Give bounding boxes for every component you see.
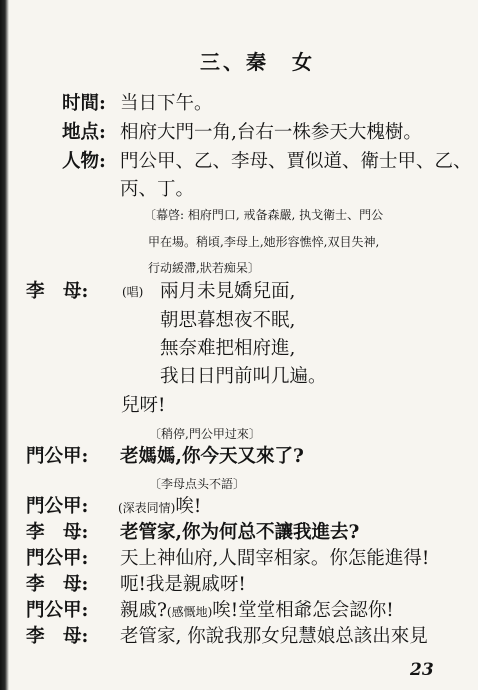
characters-text-cont: 丙、丁。 [120,179,195,200]
acting-note: (感慨地) [166,605,213,619]
stage-direction-line: 甲在場。稍頃,李母上,她形容憔悴,双目失神, [148,235,380,249]
speaker-li-mu: 李 母: [26,281,89,302]
stage-direction: 〔李母点头不語〕 [149,477,246,491]
scene-number: 三、 [200,50,246,74]
place-label: 地点: [62,122,106,143]
stage-direction-line: 行动緩滯,狀若痴呆〕 [148,261,260,275]
stage-direction-line: 〔幕啓: 相府門口, 戒备森嚴, 执戈衛士、門公 [144,208,384,222]
dialogue-line [118,492,201,518]
speaker-li-mu: 李 母: [26,574,89,595]
dialogue-text: 唉! [175,496,202,517]
song-line: 我日日門前叫几遍。 [160,366,327,387]
dialogue-text: 呃!我是親戚呀! [120,574,246,595]
song-line: 朝思暮想夜不眠, [160,310,296,331]
dialogue-text: 老管家,你为何总不讓我進去? [120,522,360,543]
speaker-mengong-jia: 門公甲: [26,548,89,569]
place-text: 相府大門一角,台右一株参天大槐樹。 [120,122,422,143]
speaker-li-mu: 李 母: [26,522,89,543]
stage-direction: 〔稍停,門公甲过來〕 [149,427,261,441]
speaker-li-mu: 李 母: [26,626,89,647]
dialogue-text: 兒呀! [121,395,166,416]
time-text: 当日下午。 [120,93,213,114]
sing-tag: (唱) [122,285,144,299]
dialogue-text: 老管家, 你說我那女兒慧娘总該出來見 [120,626,428,647]
dialogue-text: 唉!堂堂相爺怎会認你! [212,600,394,621]
scene-title [200,46,315,75]
characters-text: 門公甲、乙、李母、賈似道、衛士甲、乙、 [120,151,472,172]
time-label: 时間: [62,93,106,114]
song-line: 兩月未見嬌兒面, [160,281,296,302]
dialogue-text: 天上神仙府,人間宰相家。你怎能進得! [120,548,430,569]
dialogue-text: 親戚? [120,600,167,621]
binding-edge [0,0,9,690]
scene-name: 秦 女 [246,50,315,74]
dialogue-text: 老媽媽,你今天又來了? [120,446,304,467]
song-line: 無奈难把相府進, [160,338,296,359]
acting-note: (深表同情) [118,501,176,515]
speaker-mengong-jia: 門公甲: [26,446,89,467]
dialogue-line [120,596,394,622]
speaker-mengong-jia: 門公甲: [26,496,89,517]
speaker-mengong-jia: 門公甲: [26,600,89,621]
characters-label: 人物: [62,151,106,172]
page-number: 23 [410,660,434,680]
